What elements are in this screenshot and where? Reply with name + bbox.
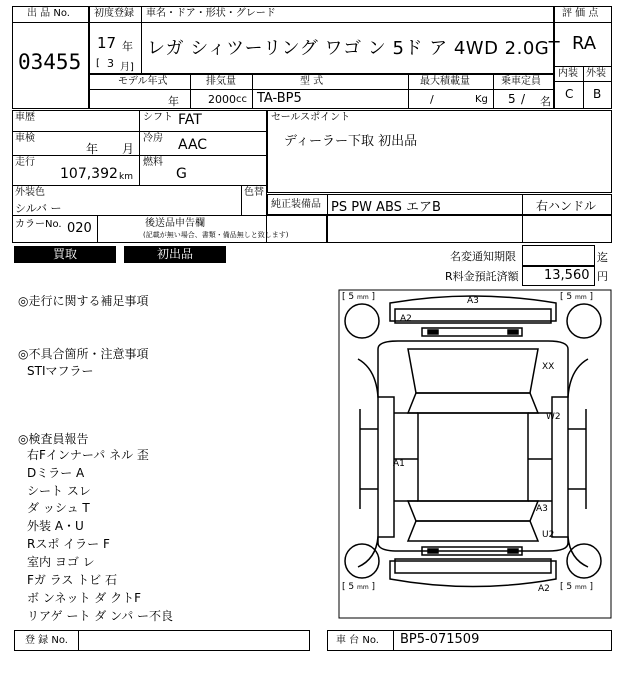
tire-front-right-label: [ 5 mm ] xyxy=(560,292,594,302)
left-side-profile xyxy=(358,359,378,567)
inspector-item: シート スレ xyxy=(27,484,91,498)
inspector-item: Rスポ イラー F xyxy=(27,537,110,551)
equipment-value: PS PW ABS エアB xyxy=(331,200,441,215)
displacement-label: 排気量 xyxy=(206,76,236,87)
name-change-label: 名変通知期限 xyxy=(450,250,516,263)
first-reg-month: 3 xyxy=(107,57,114,70)
mark-w2: W2 xyxy=(546,412,561,422)
exterior-grade: B xyxy=(593,87,602,101)
shift-label: シフト xyxy=(143,112,173,123)
mark-a1: A1 xyxy=(393,459,405,469)
name-change-box xyxy=(522,245,595,266)
registration-no-label: 登 録 No. xyxy=(25,635,68,646)
mark-a3-right: A3 xyxy=(536,504,548,514)
post-parts-note: (記載が無い場合、書類・備品無しと致します) xyxy=(143,231,289,239)
tire-rear-left-circle xyxy=(345,544,379,578)
recycle-amount: 13,560 xyxy=(544,268,590,283)
lot-no-label: 出 品 No. xyxy=(27,8,70,19)
model-year-label: モデル年式 xyxy=(118,76,168,87)
inspector-item: リアゲ ート ダ ンパ ー不良 xyxy=(27,609,174,623)
exterior-color-label: 外装色 xyxy=(15,187,45,198)
mileage-value: 107,392 xyxy=(60,166,118,182)
month-bracket-close: 月] xyxy=(120,62,134,73)
inspector-item: 右Fインナーパ ネル 歪 xyxy=(27,448,149,462)
inspector-report-title: ◎検査員報告 xyxy=(18,432,89,446)
recycle-unit: 円 xyxy=(597,270,608,283)
lot-number: 03455 xyxy=(18,50,82,74)
post-parts-label: 後送品申告欄 xyxy=(145,218,205,229)
tire-rear-right-label: [ 5 mm ] xyxy=(560,582,594,592)
mileage-label: 走行 xyxy=(15,157,35,168)
inspector-item: ダ ッシュ T xyxy=(27,501,90,515)
recycle-label: R料金預託済額 xyxy=(445,270,519,283)
driving-notes-title: ◎走行に関する補足事項 xyxy=(18,294,149,308)
hood-panel xyxy=(408,349,538,393)
year-unit: 年 xyxy=(122,40,133,53)
capacity-sep: / xyxy=(521,92,526,106)
fuel-label: 燃料 xyxy=(143,157,163,168)
ac-label: 冷房 xyxy=(143,133,163,144)
inspector-item: ボ ンネット ダ クトF xyxy=(27,591,141,605)
tire-front-right-circle xyxy=(567,304,601,338)
car-name-label: 車名・ドア・形状・グレード xyxy=(146,8,276,19)
tire-rear-right-circle xyxy=(567,544,601,578)
sales-point-text: ディーラー下取 初出品 xyxy=(284,134,418,149)
max-load-unit: Kg xyxy=(475,94,488,105)
displacement: 2000 xyxy=(208,93,236,106)
rating-value: RA xyxy=(572,33,597,54)
displacement-unit: cc xyxy=(236,94,247,105)
mark-xx: XX xyxy=(542,362,555,372)
inspection-label: 車検 xyxy=(15,133,35,144)
mileage-unit: km xyxy=(119,172,133,182)
equipment-label: 純正装備品 xyxy=(271,199,321,210)
buy-badge: 買取 xyxy=(14,246,116,263)
color-no-label: カラーNo. xyxy=(15,219,62,230)
diagram-frame xyxy=(339,290,611,618)
roof-panel xyxy=(418,413,528,501)
damage-diagram xyxy=(338,289,612,629)
type-label: 型 式 xyxy=(300,76,324,87)
mark-front-a2: A2 xyxy=(400,314,412,324)
interior-grade: C xyxy=(565,87,574,101)
car-body-outline xyxy=(378,341,568,551)
first-reg-year: 17 xyxy=(97,34,117,52)
capacity-unit: 名 xyxy=(540,95,551,108)
exterior-color-value: シルバ ー xyxy=(15,202,62,215)
interior-grade-label: 内装 xyxy=(558,68,578,79)
model-year-unit: 年 xyxy=(168,95,179,108)
capacity-label: 乗車定員 xyxy=(501,76,541,87)
right-side-profile xyxy=(568,359,588,567)
handle-value: 右ハンドル xyxy=(536,199,597,213)
shift-value: FAT xyxy=(178,112,202,128)
notes-cell xyxy=(327,215,612,243)
inspector-item: 室内 ヨゴ レ xyxy=(27,555,95,569)
history-label: 車歴 xyxy=(15,112,35,123)
inspector-item: 外装 A・U xyxy=(27,519,84,533)
chassis-no-label: 車 台 No. xyxy=(336,635,379,646)
tire-front-left-label: [ 5 mm ] xyxy=(342,292,376,302)
first-listing-badge: 初出品 xyxy=(124,246,226,263)
rating-label: 評 価 点 xyxy=(562,8,599,19)
rear-glass xyxy=(408,501,538,521)
inspection-month-unit: 月 xyxy=(122,142,135,156)
mark-front-bumper-a3: A3 xyxy=(467,296,479,306)
color-no-value: 020 xyxy=(67,221,92,236)
max-load-label: 最大積載量 xyxy=(420,76,470,87)
windshield xyxy=(408,393,538,413)
defect-item: STIマフラー xyxy=(27,364,94,378)
inspection-year-unit: 年 xyxy=(86,142,99,156)
inspector-item: Dミラー A xyxy=(27,466,85,480)
first-reg-label: 初度登録 xyxy=(94,8,134,19)
tire-rear-left-label: [ 5 mm ] xyxy=(342,582,376,592)
capacity: 5 xyxy=(508,92,516,106)
model-type: TA-BP5 xyxy=(257,91,302,106)
sales-point-label: セールスポイント xyxy=(271,112,351,123)
mark-rear-a2: A2 xyxy=(538,584,550,594)
chassis-no: BP5-071509 xyxy=(400,632,480,647)
max-load-sep: / xyxy=(430,93,434,106)
color-change-label: 色替 xyxy=(244,187,264,198)
mark-u2: U2 xyxy=(542,530,555,540)
month-bracket-open: [ xyxy=(96,58,100,69)
car-name: レガ シィツーリング ワゴ ン 5ド ア 4WD 2.0GT xyxy=(147,38,561,59)
exterior-grade-label: 外装 xyxy=(586,68,606,79)
inspector-item: Fガ ラス トビ 石 xyxy=(27,573,117,587)
name-change-unit: 迄 xyxy=(597,251,608,264)
fuel-value: G xyxy=(176,166,187,182)
tire-front-left-circle xyxy=(345,304,379,338)
ac-value: AAC xyxy=(178,137,208,153)
tailgate-panel xyxy=(408,521,538,541)
defects-title: ◎不具合箇所・注意事項 xyxy=(18,347,149,361)
